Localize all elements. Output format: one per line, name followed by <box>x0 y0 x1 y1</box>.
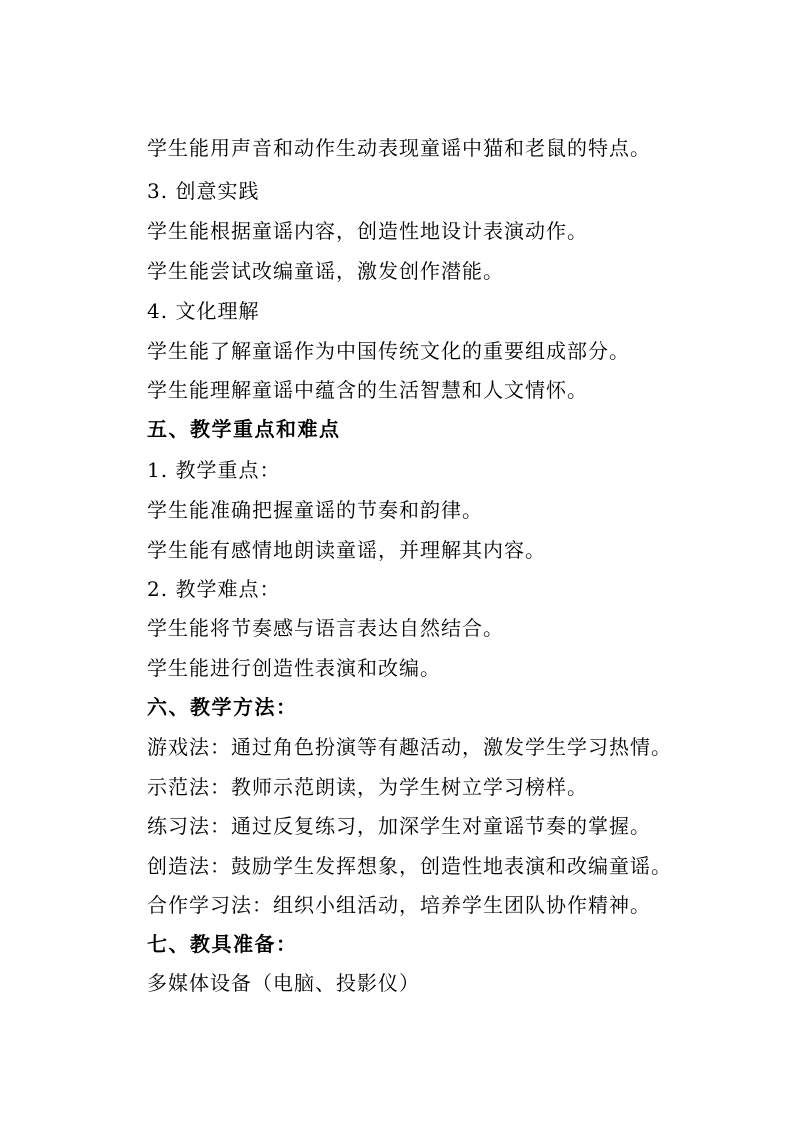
subheading-cultural-understanding: 4. 文化理解 <box>147 299 260 323</box>
paragraph: 学生能准确把握童谣的节奏和韵律。 <box>147 498 483 522</box>
section-heading-methods: 六、教学方法： <box>147 695 298 719</box>
paragraph: 学生能将节奏感与语言表达自然结合。 <box>147 616 504 640</box>
paragraph: 学生能了解童谣作为中国传统文化的重要组成部分。 <box>147 339 630 363</box>
paragraph: 合作学习法：组织小组活动，培养学生团队协作精神。 <box>147 893 651 917</box>
paragraph: 学生能尝试改编童谣，激发创作潜能。 <box>147 259 504 283</box>
subheading-creative-practice: 3. 创意实践 <box>147 179 260 203</box>
paragraph: 示范法：教师示范朗读，为学生树立学习榜样。 <box>147 775 588 799</box>
paragraph: 多媒体设备（电脑、投影仪） <box>147 971 420 995</box>
paragraph: 练习法：通过反复练习，加深学生对童谣节奏的掌握。 <box>147 814 651 838</box>
paragraph: 学生能有感情地朗读童谣，并理解其内容。 <box>147 538 546 562</box>
subheading-teaching-focus: 1. 教学重点： <box>147 458 281 482</box>
paragraph: 学生能根据童谣内容，创造性地设计表演动作。 <box>147 219 588 243</box>
paragraph: 学生能进行创造性表演和改编。 <box>147 656 441 680</box>
section-heading-teaching-aids: 七、教具准备： <box>147 932 298 956</box>
paragraph: 学生能用声音和动作生动表现童谣中猫和老鼠的特点。 <box>147 136 651 160</box>
section-heading-key-points: 五、教学重点和难点 <box>147 417 341 441</box>
subheading-teaching-difficulty: 2. 教学难点： <box>147 577 281 601</box>
paragraph: 学生能理解童谣中蕴含的生活智慧和人文情怀。 <box>147 378 588 402</box>
paragraph: 创造法：鼓励学生发挥想象，创造性地表演和改编童谣。 <box>147 854 672 878</box>
paragraph: 游戏法：通过角色扮演等有趣活动，激发学生学习热情。 <box>147 735 672 759</box>
